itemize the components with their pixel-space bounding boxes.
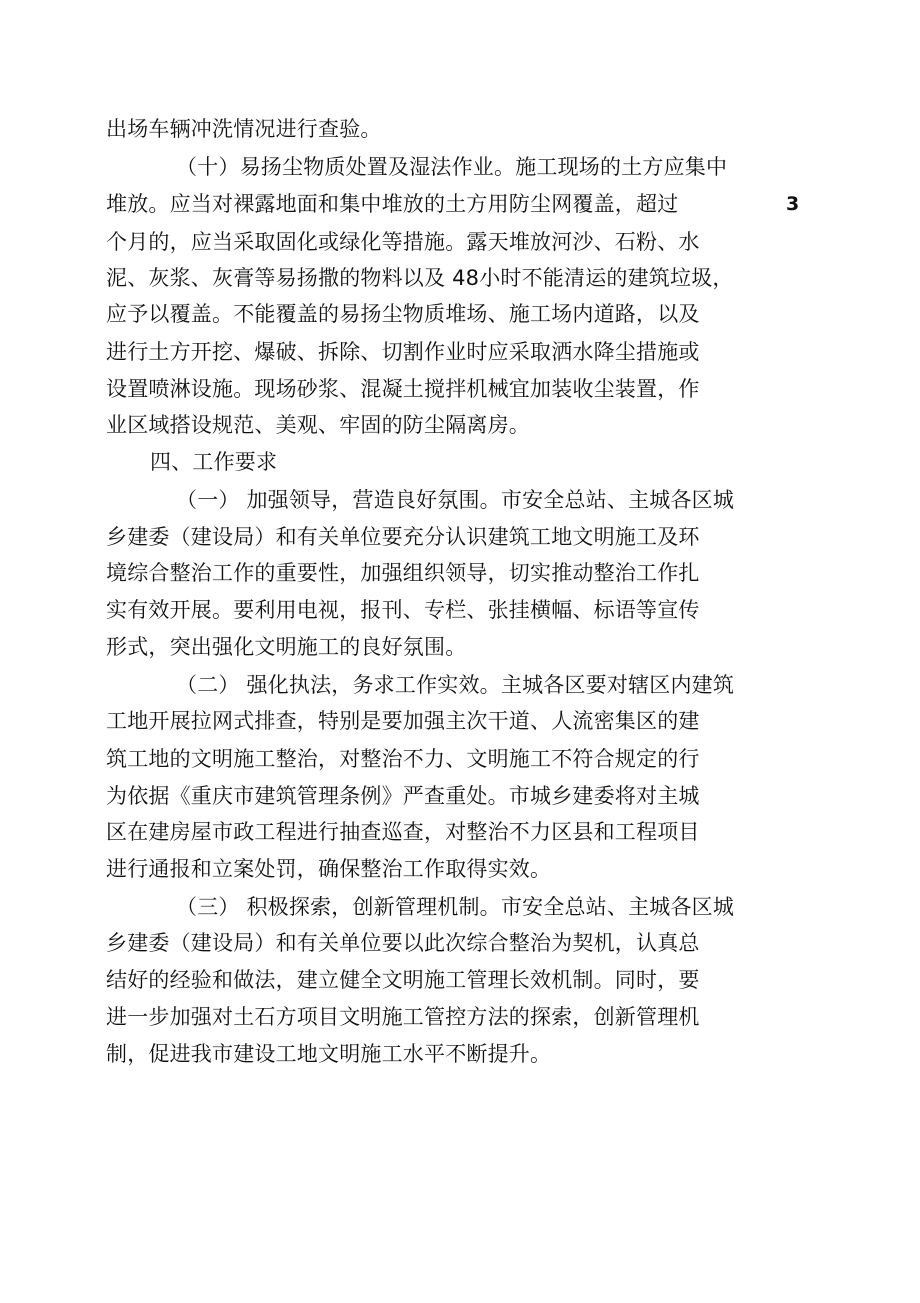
margin-number: 3 (786, 193, 800, 215)
text-line: 进行土方开挖、爆破、拆除、切割作业时应采取洒水降尘措施或 (106, 340, 700, 364)
text-line: 个月的，应当采取固化或绿化等措施。露天堆放河沙、石粉、水 (106, 230, 700, 254)
text-line: 制，促进我市建设工地文明施工水平不断提升。 (106, 1042, 552, 1066)
text-line: 泥、灰浆、灰膏等易扬撒的物料以及 48小时不能清运的建筑垃圾， (106, 266, 734, 290)
text-line: （二） 强化执法，务求工作实效。主城各区要对辖区内建筑 (176, 673, 735, 697)
text-line: （十）易扬尘物质处置及湿法作业。施工现场的土方应集中 (176, 155, 728, 179)
section-heading: 四、工作要求 (150, 450, 278, 474)
text-line: 区在建房屋市政工程进行抽查巡查，对整治不力区县和工程项目 (106, 820, 700, 844)
text-line: 进行通报和立案处罚，确保整治工作取得实效。 (106, 857, 552, 881)
text-line: （一） 加强领导，营造良好氛围。市安全总站、主城各区城 (176, 488, 735, 512)
text-line: 为依据《重庆市建筑管理条例》严查重处。市城乡建委将对主城 (106, 784, 700, 808)
text-line: 工地开展拉网式排查，特别是要加强主次干道、人流密集区的建 (106, 709, 700, 733)
text-line: 乡建委（建设局）和有关单位要充分认识建筑工地文明施工及环 (106, 525, 700, 549)
text-line: 形式，突出强化文明施工的良好氛围。 (106, 635, 467, 659)
text-line: 出场车辆冲洗情况进行查验。 (106, 117, 382, 141)
text-line: 应予以覆盖。不能覆盖的易扬尘物质堆场、施工场内道路，以及 (106, 302, 700, 326)
text-line: （三） 积极探索，创新管理机制。市安全总站、主城各区城 (176, 895, 735, 919)
text-line: 设置喷淋设施。现场砂浆、混凝土搅拌机械宜加装收尘装置，作 (106, 377, 700, 401)
text-line: 实有效开展。要利用电视，报刊、专栏、张挂横幅、标语等宣传 (106, 598, 700, 622)
text-line: 进一步加强对土石方项目文明施工管控方法的探索，创新管理机 (106, 1005, 700, 1029)
text-line: 境综合整治工作的重要性，加强组织领导，切实推动整治工作扎 (106, 561, 700, 585)
text-line: 结好的经验和做法，建立健全文明施工管理长效机制。同时，要 (106, 968, 700, 992)
text-line: 乡建委（建设局）和有关单位要以此次综合整治为契机，认真总 (106, 931, 700, 955)
text-line: 业区域搭设规范、美观、牢固的防尘隔离房。 (106, 413, 530, 437)
text-line: 堆放。应当对裸露地面和集中堆放的土方用防尘网覆盖，超过 (106, 192, 679, 216)
text-line: 筑工地的文明施工整治，对整治不力、文明施工不符合规定的行 (106, 747, 700, 771)
